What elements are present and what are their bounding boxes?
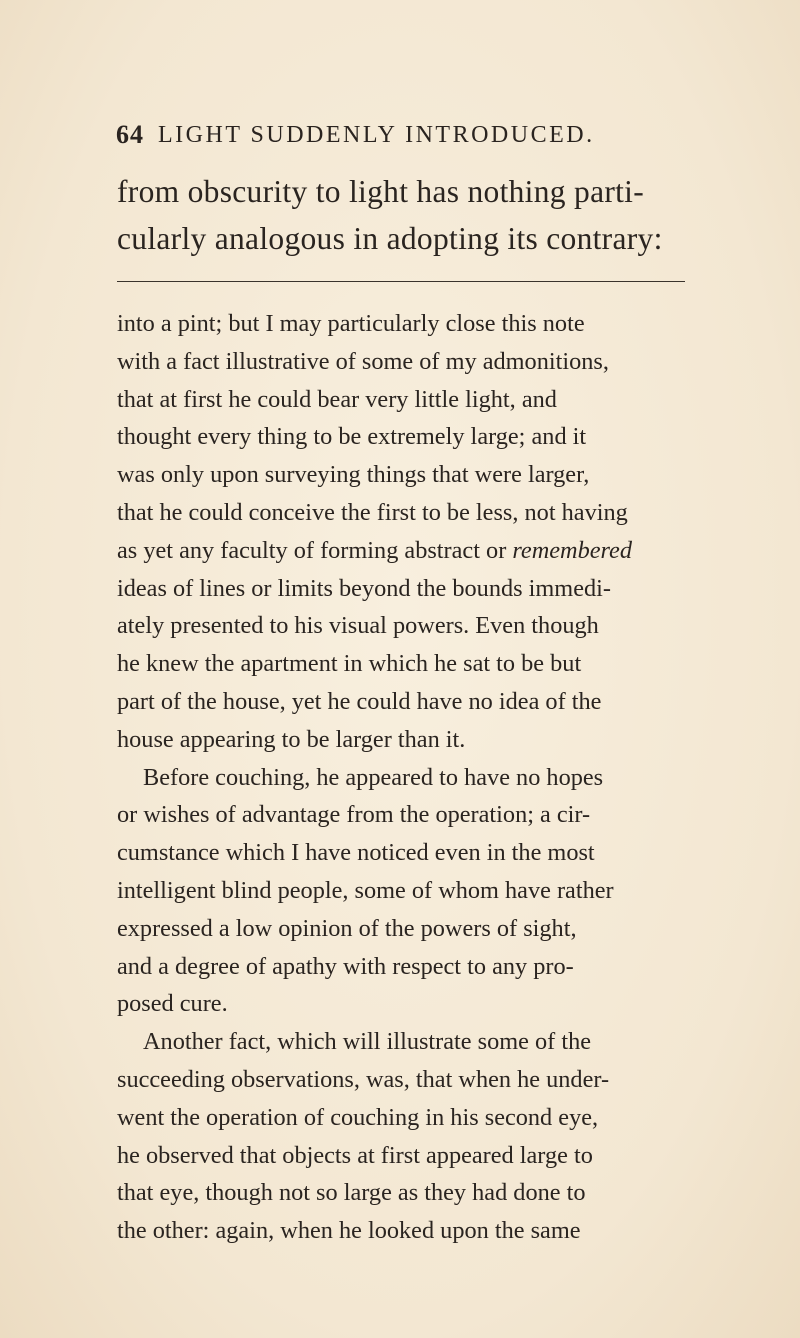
footnote-paragraph-start: Another fact, which will illustrate some of the — [143, 1028, 592, 1056]
footnote-line: intelligent blind people, some of whom have rather — [117, 876, 614, 904]
footnote-line: ideas of lines or limits beyond the bounds immedi- — [117, 574, 611, 602]
footnote-line: house appearing to be larger than it. — [117, 725, 466, 753]
footnote-rule — [117, 281, 685, 282]
footnote-paragraph-start: Before couching, he appeared to have no hopes — [143, 763, 604, 791]
footnote-line: or wishes of advantage from the operation; a cir- — [117, 801, 591, 829]
footnote-line: cumstance which I have noticed even in the most — [117, 839, 595, 867]
italic-word: remembered — [512, 536, 632, 564]
footnote-line: and a degree of apathy with respect to any pro- — [117, 952, 574, 980]
footnote-line: the other: again, when he looked upon the same — [117, 1217, 581, 1245]
footnote-line: that eye, though not so large as they had done to — [117, 1179, 586, 1207]
footnote-line: was only upon surveying things that were larger, — [117, 461, 590, 489]
footnote-line: he observed that objects at first appeared large to — [117, 1141, 593, 1169]
footnote-line: posed cure. — [117, 990, 228, 1018]
footnote-line: that he could conceive the first to be less, not having — [117, 498, 628, 526]
main-text-line: cularly analogous in adopting its contrary: — [117, 221, 663, 256]
page-header — [116, 120, 676, 150]
footnote-line: succeeding observations, was, that when he under- — [117, 1065, 610, 1093]
footnote-line: that at first he could bear very little light, and — [117, 385, 557, 413]
main-text — [117, 168, 687, 262]
footnote-line-prefix: as yet any faculty of forming abstract or — [117, 536, 513, 564]
page-number: 64 — [116, 120, 144, 149]
footnote-line: went the operation of couching in his second eye, — [117, 1103, 599, 1131]
footnote-line: thought every thing to be extremely large; and it — [117, 423, 587, 451]
main-text-line: from obscurity to light has nothing parti- — [117, 174, 645, 209]
footnote-line: part of the house, yet he could have no idea of the — [117, 687, 602, 715]
footnote-line: with a fact illustrative of some of my admonitions, — [117, 347, 609, 375]
footnote-line: expressed a low opinion of the powers of sight, — [117, 914, 577, 942]
footnote — [117, 305, 689, 1250]
footnote-line-with-italic — [117, 532, 689, 570]
running-head: LIGHT SUDDENLY INTRODUCED. — [158, 122, 595, 148]
footnote-line: into a pint; but I may particularly close this note — [117, 310, 585, 337]
footnote-line: he knew the apartment in which he sat to be but — [117, 650, 582, 678]
footnote-line: ately presented to his visual powers. Even though — [117, 612, 599, 640]
